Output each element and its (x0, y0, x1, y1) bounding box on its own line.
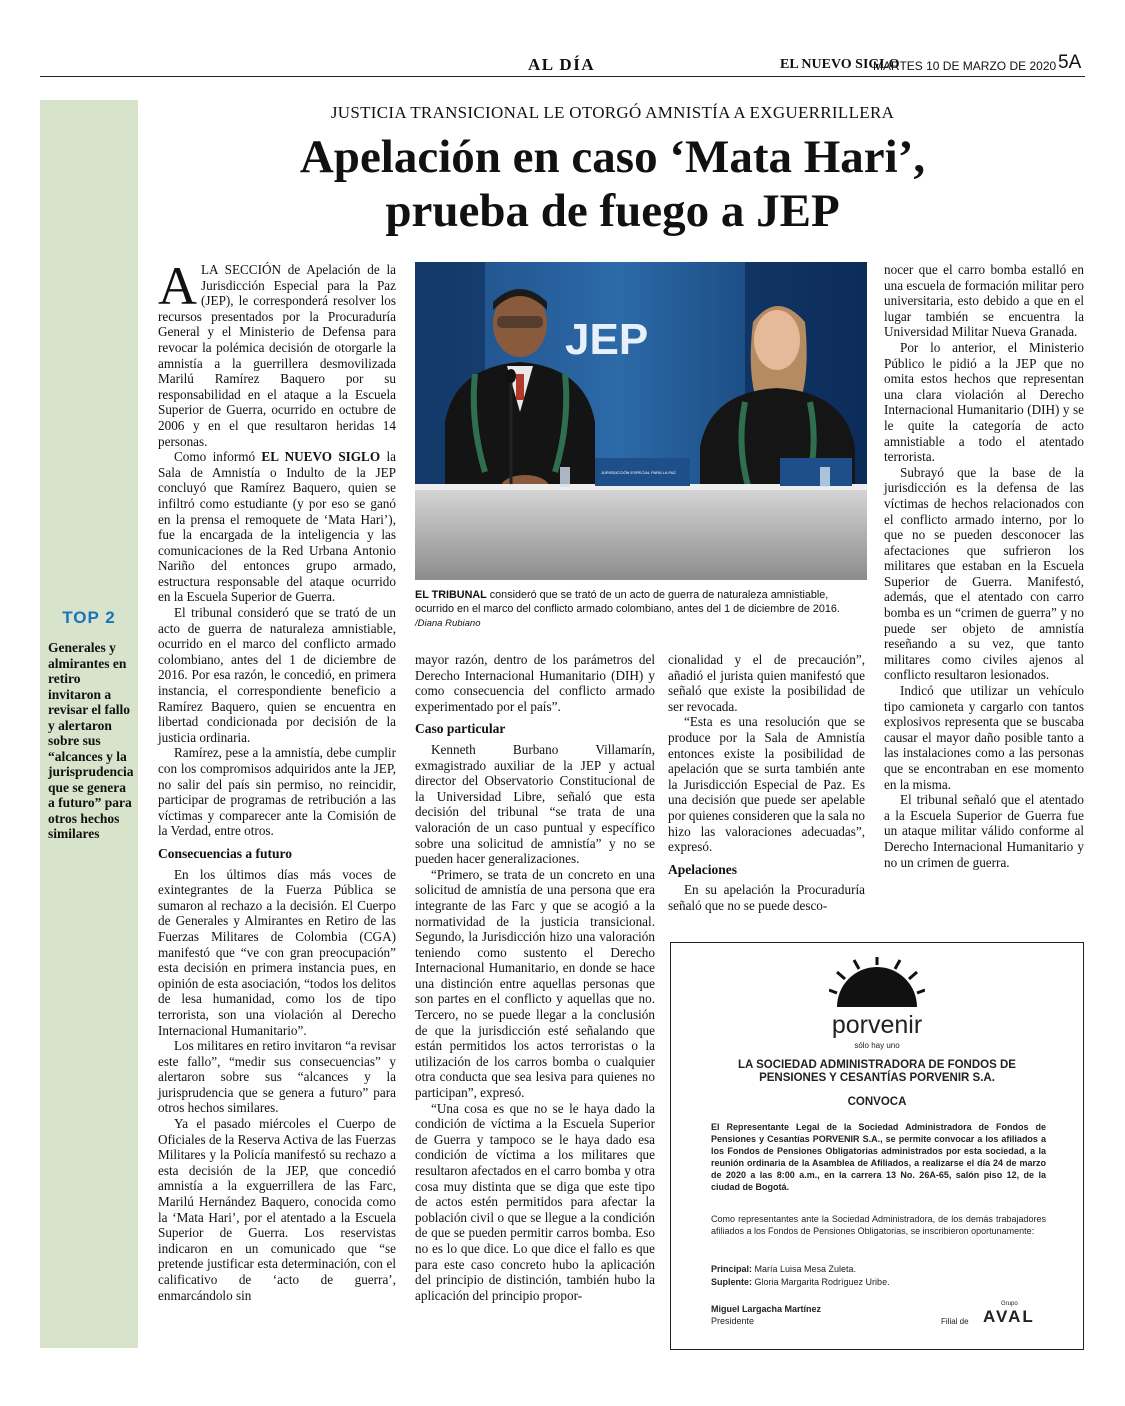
ad-signer: Miguel Largacha Martínez (711, 1304, 822, 1314)
paragraph: nocer que el carro bomba estalló en una escuela de formación militar pero universitaria, esto debido a que en el lugar también se encuentra la Universidad Militar Nueva Granada. (884, 262, 1084, 340)
caption-lead: EL TRIBUNAL (415, 589, 487, 601)
photo-credit: /Diana Rubiano (415, 618, 481, 629)
paragraph: mayor razón, dentro de los parámetros del Derecho Internacional Humanitario (DIH) y como consecuencia del conflicto armado experimentado por el país”. (415, 652, 655, 714)
paragraph (158, 449, 396, 605)
paragraph-text: Como informó (174, 449, 262, 465)
paragraph-text: la Sala de Amnistía o Indulto de la JEP concluyó que Ramírez Baquero, quien se infiltró como estudiante (y por eso se ganó en la prensa el remoquete de ‘Mata Hari’), fue la encargada de la inteligencia y las comunicaciones de la Red Urbana Antonio Nariño del entonces grupo armado, estructura responsable del ataque ocurrido en la Escuela Superior de Guerra. (158, 449, 396, 605)
sidebar-text: Generales y almirantes en retiro invitaron a revisar el fallo y alertaron sobre sus “alcances y la jurisprudencia que se genera a futuro” para otros hechos similares (48, 640, 134, 841)
section-label: AL DÍA (528, 55, 596, 74)
jep-sign: JEP (565, 315, 649, 364)
ad-suplente-label: Suplente: (711, 1277, 753, 1287)
paragraph: Ramírez, pese a la amnistía, debe cumplir con los compromisos adquiridos ante la JEP, no salir del país sin permiso, no reincidir, participar de programas de retribución a las víctimas y comparecer ante la Comisión de la Verdad, entre otros. (158, 745, 396, 839)
article-column-4 (884, 262, 1084, 870)
ad-body-1: El Representante Legal de la Sociedad Administradora de Fondos de Pensiones y Cesantías PORVENIR S.A., se permite convocar a los afiliados a los Fondos de Pensiones Obligatorias administrados por esta sociedad, a la reunión ordinaria de la Asamblea de Afiliados, a realizarse el día 24 de marzo de 2020 a las 8:00 a.m., en la carrera 13 No. 26A-65, salón piso 12, de la ciudad de Bogotá. (711, 1122, 1046, 1192)
paragraph (158, 256, 396, 449)
headline (140, 130, 1085, 238)
paragraph: Ya el pasado miércoles el Cuerpo de Oficiales de la Reserva Activa de las Fuerzas Militares y la Policía manifestó su rechazo a esta decisión de la JEP, que concedió amnistía a la exguerrillera de las Farc, Marilú Hernández Baquero, conocida como la ‘Mata Hari’, por el atentado a la Escuela Superior de Guerra. Los reservistas indicaron en un comunicado que “se pretende justificar esta determinación, con el calificativo de ‘acto de guerra’, enmarcándolo sin (158, 1116, 396, 1303)
ad-signer-role: Presidente (711, 1316, 755, 1326)
ad-suplente-name: Gloria Margarita Rodríguez Uribe. (752, 1277, 890, 1287)
photo-illustration (415, 262, 867, 580)
header-rule (40, 76, 1085, 77)
ad-title-line-2: PENSIONES Y CESANTÍAS PORVENIR S.A. (759, 1072, 995, 1084)
ad-filial: Filial de (941, 1317, 969, 1326)
article-column-3 (668, 652, 865, 914)
ad-brand: porvenir (831, 1011, 923, 1039)
paragraph: El tribunal consideró que se trató de un acto de guerra de naturaleza amnistiable, ocurrido en el marco del conflicto armado colombiano, antes del 1 de diciembre de 2016. Por esa razón, le concedió, en primera instancia, el correspondiente beneficio a Ramírez Baquero, quien se encuentra en libertad condicionada por decisión de la justicia ordinaria. (158, 605, 396, 745)
masthead: EL NUEVO SIGLO (780, 57, 900, 72)
ad-principal-label: Principal: (711, 1264, 753, 1274)
ad-principal-name: María Luisa Mesa Zuleta. (752, 1264, 857, 1274)
article-photo (415, 262, 867, 580)
sidebar-box (40, 100, 138, 1348)
ad-grupo: Grupo (1001, 1301, 1018, 1307)
ad-title-line-1: LA SOCIEDAD ADMINISTRADORA DE FONDOS DE (738, 1059, 1016, 1071)
article-column-2 (415, 652, 655, 1303)
ad-principal (711, 1263, 1046, 1275)
newspaper-name: EL NUEVO SIGLO (261, 449, 381, 465)
kicker: JUSTICIA TRANSICIONAL LE OTORGÓ AMNISTÍA A EXGUERRILLERA (330, 103, 895, 122)
article-column-1 (158, 256, 396, 1303)
paragraph-text: LA SECCIÓN de Apelación de la Jurisdicción Especial para la Paz (JEP), le corresponderá resolver los recursos presentados por la Procuraduría General y el Ministerio de Defensa para revocar la polémica decisión de otorgarle la amnistía a la guerrillera desmovilizada Marilú Ramírez Baquero por su responsabilidad en el ataque a la Escuela Superior de Guerra, ocurrido en octubre de 2006 y en el que resultaron heridas 14 personas. (158, 262, 396, 449)
subheading: Consecuencias a futuro (158, 845, 293, 861)
ad-title (681, 1059, 1073, 1085)
ad-body-2: Como representantes ante la Sociedad Administradora, de los demás trabajadores afiliados a los Fondos de Pensiones Obligatorias, se inscribieron oportunamente: (711, 1214, 1046, 1236)
headline-line-1: Apelación en caso ‘Mata Hari’, (299, 131, 926, 183)
paragraph: cionalidad y el de precaución”, añadió el jurista quien manifestó que señaló que existe la posibilidad de ser revocada. (668, 652, 865, 714)
subheading: Caso particular (415, 721, 506, 737)
paragraph: “Una cosa es que no se le haya dado la condición de víctima a la Escuela Superior de Guerra y tampoco se le haya dado esa condición de víctima a los militares que resultaron afectados en el carro bomba y otra cosa muy distinta que se diga que este tipo de actos estén permitidos para afectar la población civil o que se llegue a la condición de que se pueden permitir carros bomba. Eso no es lo que dice. Lo que dice el fallo es que para este caso concreto hubo la aplicación del principio de distinción, también hubo la aplicación del principio propor- (415, 1100, 655, 1303)
sidebar-title: TOP 2 (62, 608, 116, 627)
paragraph: En los últimos días más voces de exintegrantes de la Fuerza Pública se sumaron al rechazo a la decisión. El Cuerpo de Generales y Almirantes en Retiro de las Fuerzas Militares de Colombia (CGA) manifestó que “ve con gran preocupación” esta decisión en primera instancia pues, en opinión de esta asociación, “todos los delitos de lesa humanidad, como los de tipo terrorista, son una violación al Derecho Internacional Humanitario”. (158, 866, 396, 1038)
paragraph: “Esta es una resolución que se produce por la Sala de Amnistía entonces existe la posibilidad de apelación que se surta también ante la Jurisdicción Especial de Paz. Es una decisión que puede ser apelable por quienes consideren que la sala no hizo las valoraciones adecuadas”, expresó. (668, 714, 866, 855)
aval-logo: AVAL (983, 1307, 1035, 1326)
subheading: Apelaciones (668, 861, 737, 877)
date-line: MARTES 10 DE MARZO DE 2020 (873, 59, 1057, 73)
porvenir-sun-logo-icon (829, 957, 925, 1009)
nameplate-left: JURISDICCIÓN ESPECIAL PARA LA PAZ (601, 470, 676, 475)
paragraph: “Primero, se trata de un concreto en una solicitud de amnistía de una persona que era integrante de las Farc y que se acogió a la normatividad de la justicia transicional. Segundo, la Jurisdicción hizo una valoración teniendo como sustento el Derecho Internacional Humanitario, en donde se hace una distinción entre aquellas personas que son partes en el conflicto y aquellas que no. Tercero, no se puede llegar a la conclusión de que la jurisdicción esté señalando que están permitidos los actos terroristas o la utilización de los carros bomba o cualquier otra conducta que sea lesiva para quienes no participan”, expresó. (415, 866, 655, 1101)
paragraph: Por lo anterior, el Ministerio Público le pidió a la JEP que no omita estos hechos que representan una clara violación al Derecho Internacional Humanitario (DIH) y se le quite la categoría de acto amnistiable a todo el atentado terrorista. (884, 339, 1084, 465)
paragraph: Los militares en retiro invitaron “a revisar este fallo”, “medir sus consecuencias” y alertaron sobre sus “alcances y la jurisprudencia que se genera a futuro” para otros hechos similares. (158, 1038, 396, 1116)
caption-text: consideró que se trató de un acto de guerra de naturaleza amnistiable, ocurrido en el marco del conflicto armado colombiano, antes del 1 de diciembre de 2016. (415, 589, 840, 615)
page-number: 5A (1058, 52, 1082, 73)
photo-caption (415, 588, 867, 631)
ad-convoca: CONVOCA (847, 1096, 907, 1108)
paragraph: En su apelación la Procuraduría señaló que no se puede desco- (668, 882, 865, 913)
advertisement (670, 942, 1084, 1350)
paragraph: El tribunal señaló que el atentado a la Escuela Superior de Guerra fue un ataque militar válido conforme al Derecho Internacional Humanitario y no un crimen de guerra. (884, 792, 1084, 870)
paragraph: Kenneth Burbano Villamarín, exmagistrado auxiliar de la JEP y actual director del Observatorio Constitucional de la Universidad Libre, señaló que esta decisión del tribunal “se trata de una valoración de un caso puntual y específico sobre una solicitud de amnistía” y no se pueden hacer generalizaciones. (415, 741, 655, 867)
paragraph: Indicó que utilizar un vehículo tipo camioneta y cargarlo con tantos explosivos representa que se buscaba causar el mayor daño posible tanto a las instalaciones como a las personas que se encontraban en ese momento en la misma. (884, 683, 1084, 792)
paragraph: Subrayó que la base de la jurisdicción es la defensa de las víctimas de hechos relacionados con el conflicto armado interno, por lo que no se pueden desconocer las afectaciones que sufrieron los militares que estaban en la Escuela Superior de Guerra. Manifestó, además, que el atentado con carro bomba es un “crimen de guerra” y no puede ser objeto de amnistía reseñando a su vez, que tanto militares como civiles ajenos al conflicto resultaron lesionados. (884, 464, 1084, 683)
ad-suplente (711, 1276, 1046, 1288)
drop-cap: A (158, 256, 197, 316)
ad-tagline: sólo hay uno (854, 1041, 900, 1050)
headline-line-2: prueba de fuego a JEP (385, 185, 840, 237)
